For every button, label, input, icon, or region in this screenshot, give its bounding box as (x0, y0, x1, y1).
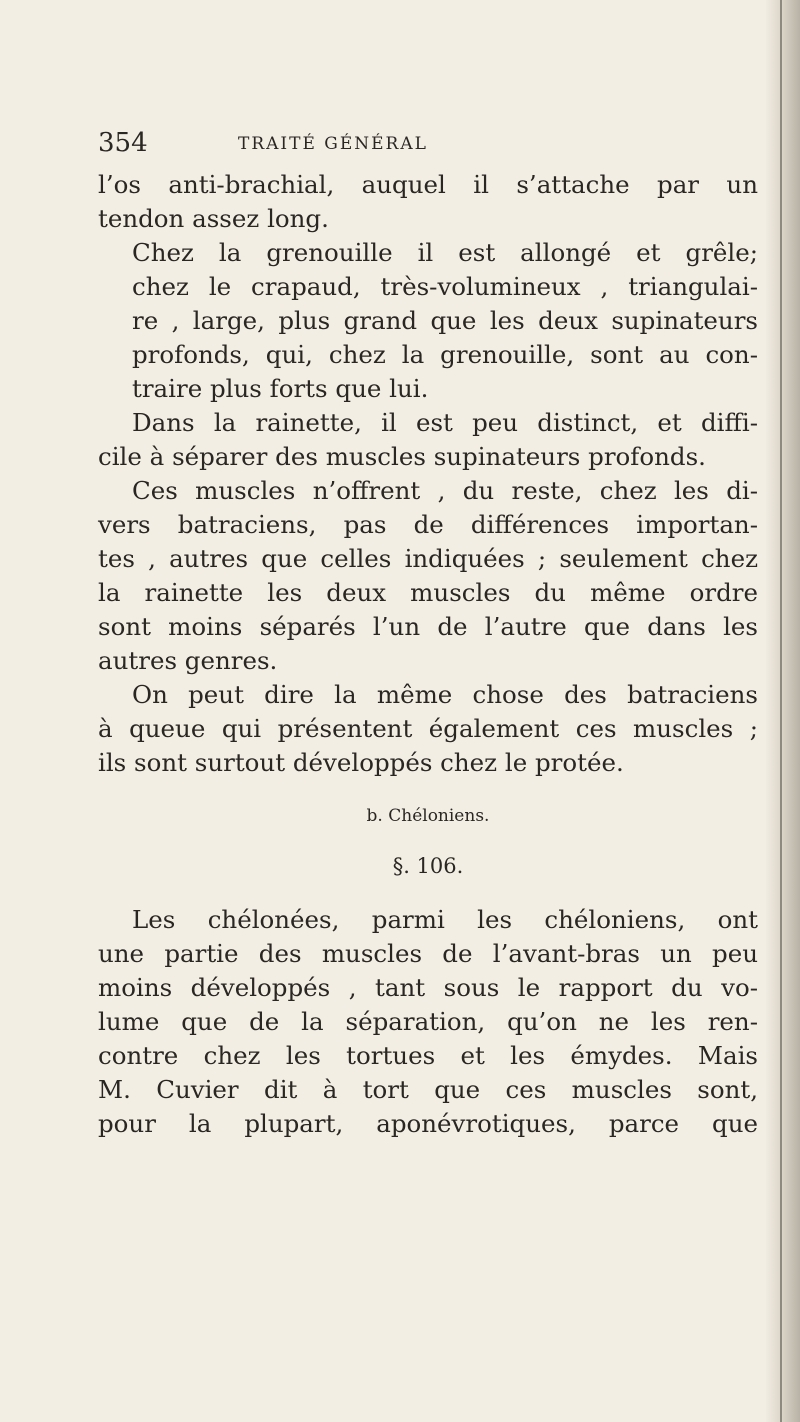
page-header (98, 128, 758, 168)
body-text-bottom (98, 903, 758, 1141)
running-head: TRAITÉ GÉNÉRAL (238, 134, 428, 154)
paragraph (98, 236, 758, 406)
section-number: §. 106. (392, 854, 464, 878)
text-line: pour la plupart, aponévrotiques, parce que (98, 1109, 758, 1138)
paragraph (98, 168, 758, 236)
text-line: On peut dire la même chose des batraciens (132, 680, 758, 709)
text-line: à queue qui présentent également ces muscles ; (98, 714, 758, 743)
page-edge-shadow (780, 0, 782, 1422)
text-line: contre chez les tortues et les émydes. Mais (98, 1041, 758, 1070)
page-edge (766, 0, 800, 1422)
text-line: autres genres. (98, 646, 278, 675)
text-line: Chez la grenouille il est allongé et grêle; (132, 238, 758, 267)
text-line: chez le crapaud, très-volumineux , triangulai- (132, 272, 758, 301)
text-line: traire plus forts que lui. (132, 374, 429, 403)
text-line: Ces muscles n’offrent , du reste, chez les di- (132, 476, 758, 505)
text-line: sont moins séparés l’un de l’autre que dans les (98, 612, 758, 641)
text-line: lume que de la séparation, qu’on ne les ren- (98, 1007, 758, 1036)
text-line: ils sont surtout développés chez le protée. (98, 748, 624, 777)
text-line: une partie des muscles de l’avant-bras un peu (98, 939, 758, 968)
section-title: b. Chéloniens. (366, 806, 490, 826)
paragraph (98, 903, 758, 1141)
text-line: la rainette les deux muscles du même ordre (98, 578, 758, 607)
page-number: 354 (98, 128, 148, 158)
text-line: M. Cuvier dit à tort que ces muscles sont, (98, 1075, 758, 1104)
text-line: Dans la rainette, il est peu distinct, et diffi- (132, 408, 758, 437)
body-text-top (98, 168, 758, 780)
text-line: tes , autres que celles indiquées ; seulement chez (98, 544, 758, 573)
text-line: tendon assez long. (98, 204, 329, 233)
text-line: cile à séparer des muscles supinateurs profonds. (98, 442, 706, 471)
text-line: profonds, qui, chez la grenouille, sont au con- (132, 340, 758, 369)
paragraph (98, 678, 758, 780)
paragraph (98, 474, 758, 678)
paragraph (98, 406, 758, 474)
text-line: Les chélonées, parmi les chéloniens, ont (132, 905, 758, 934)
text-line: moins développés , tant sous le rapport du vo- (98, 973, 758, 1002)
text-line: vers batraciens, pas de différences importan- (98, 510, 758, 539)
text-line: l’os anti-brachial, auquel il s’attache par un (98, 170, 758, 199)
text-line: re , large, plus grand que les deux supinateurs (132, 306, 758, 335)
